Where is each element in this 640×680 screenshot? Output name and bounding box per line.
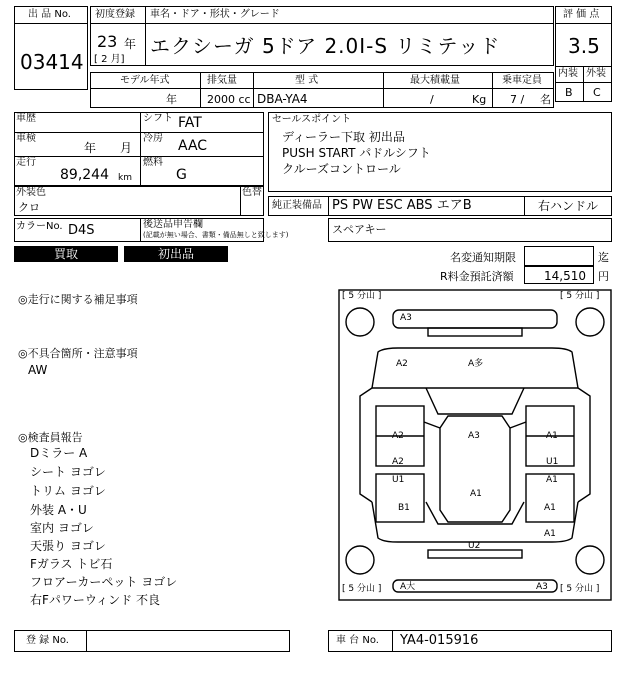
sales-point-line: ディーラー下取 初出品: [282, 130, 405, 144]
first-listing-badge: 初出品: [124, 246, 228, 262]
inspector-line: Fガラス トビ石: [30, 557, 113, 571]
car-name-label: 車名・ドア・形状・グレード: [150, 9, 280, 20]
recycle-unit: 円: [598, 270, 609, 283]
mileage-unit: km: [118, 173, 132, 183]
sales-points-label: セールスポイント: [272, 114, 352, 125]
history-label: 車歴: [16, 113, 36, 124]
recolor-label: 色替: [242, 187, 262, 198]
defects-label: ◎不具合箇所・注意事項: [18, 347, 138, 360]
model-code-label: 型 式: [295, 75, 319, 86]
driving-notes-label: ◎走行に関する補足事項: [18, 293, 138, 306]
color-no-label: カラーNo.: [16, 221, 63, 232]
first-reg-month: [ 2 月]: [94, 54, 125, 65]
damage-mark: A1: [544, 529, 556, 539]
ext-color-value: クロ: [18, 201, 40, 214]
interior-label: 内装: [558, 68, 578, 79]
inspector-line: 外装 A・U: [30, 503, 87, 517]
max-load-unit: Kg: [472, 93, 487, 106]
damage-mark: A3: [468, 431, 480, 441]
damage-mark: A1: [546, 475, 558, 485]
recycle-label: R料金預託済額: [440, 270, 514, 283]
displacement-label: 排気量: [207, 75, 237, 86]
equipment-extra: スペアキー: [332, 223, 387, 236]
fuel-label: 燃料: [143, 157, 163, 168]
capacity-label: 乗車定員: [502, 75, 542, 86]
inspection-label: 車検: [16, 133, 36, 144]
car-name: エクシーガ 5ドア 2.0I-S リミテッド: [150, 34, 501, 58]
damage-mark: U1: [546, 457, 559, 467]
model-year-unit: 年: [166, 93, 177, 106]
name-change-box: [524, 246, 594, 266]
damage-mark: A2: [396, 359, 408, 369]
lot-number: 03414: [20, 50, 84, 74]
max-load-slash: /: [430, 93, 434, 106]
equipment-label: 純正装備品: [272, 200, 322, 211]
score-label: 評 価 点: [563, 9, 600, 20]
chassis-no-value: YA4-015916: [400, 633, 479, 648]
damage-mark: A3: [536, 582, 548, 592]
displacement-value: 2000 cc: [207, 93, 251, 106]
chassis-no-label: 車 台 No.: [336, 635, 379, 646]
inspector-line: 天張り ヨゴレ: [30, 539, 106, 553]
inspector-line: シート ヨゴレ: [30, 465, 106, 479]
interior-grade: B: [565, 86, 573, 99]
sales-point-line: PUSH START パドルシフト: [282, 146, 431, 160]
ac-label: 冷房: [143, 133, 163, 144]
mileage-value: 89,244: [60, 167, 109, 183]
model-year-label: モデル年式: [120, 75, 170, 86]
color-no-value: D4S: [68, 223, 95, 238]
exterior-grade: C: [593, 86, 601, 99]
max-load-label: 最大積載量: [410, 75, 460, 86]
recycle-amount: 14,510: [544, 269, 586, 283]
damage-mark: A1: [470, 489, 482, 499]
defects-value: AW: [28, 363, 48, 377]
tire-depth-label: [ 5 分山 ]: [560, 291, 600, 301]
inspector-line: フロアーカーペット ヨゴレ: [30, 575, 178, 589]
details-box: [14, 112, 264, 186]
damage-mark: A多: [468, 359, 484, 369]
fuel-value: G: [176, 167, 187, 183]
mileage-label: 走行: [16, 157, 36, 168]
first-reg-year-unit: 年: [124, 37, 137, 51]
inspection-month-unit: 月: [120, 141, 133, 155]
car-diagram: [338, 288, 612, 602]
capacity-value: 7 /: [510, 93, 525, 106]
damage-mark: A大: [400, 582, 416, 592]
damage-mark: A1: [546, 431, 558, 441]
docs-note: (記載が無い場合、書類・備品無しと致します): [143, 231, 289, 239]
ext-color-label: 外装色: [16, 187, 46, 198]
inspection-year-unit: 年: [84, 141, 97, 155]
capacity-unit: 名: [540, 93, 551, 106]
damage-mark: A3: [400, 313, 412, 323]
inspector-line: 室内 ヨゴレ: [30, 521, 94, 535]
tire-depth-label: [ 5 分山 ]: [560, 584, 600, 594]
sales-point-line: クルーズコントロール: [282, 162, 401, 176]
first-reg-label: 初度登録: [95, 9, 135, 20]
shift-label: シフト: [143, 113, 173, 124]
handle-value: 右ハンドル: [538, 199, 599, 213]
damage-mark: B1: [398, 503, 410, 513]
color-box: [14, 186, 264, 216]
inspector-line: 右Fパワーウィンド 不良: [30, 593, 160, 607]
ac-value: AAC: [178, 138, 208, 154]
damage-mark: A2: [392, 431, 404, 441]
inspector-line: トリム ヨゴレ: [30, 484, 106, 498]
shift-value: FAT: [178, 115, 202, 131]
first-reg-year: 23: [97, 32, 118, 51]
exterior-label: 外装: [586, 68, 606, 79]
damage-mark: A2: [392, 457, 404, 467]
inspector-label: ◎検査員報告: [18, 431, 83, 444]
name-change-unit: 迄: [598, 251, 609, 264]
damage-mark: A1: [544, 503, 556, 513]
damage-mark: U2: [468, 541, 481, 551]
name-change-label: 名変通知期限: [450, 251, 516, 264]
reg-no-label: 登 録 No.: [26, 635, 69, 646]
damage-mark: U1: [392, 475, 405, 485]
car-diagram-lines: [338, 288, 612, 602]
tire-depth-label: [ 5 分山 ]: [342, 291, 382, 301]
model-code-value: DBA-YA4: [257, 92, 308, 106]
equipment-items: PS PW ESC ABS エアB: [332, 198, 472, 213]
lot-label: 出 品 No.: [28, 9, 71, 20]
score-value: 3.5: [568, 34, 600, 58]
buy-badge: 買取: [14, 246, 118, 262]
docs-label: 後送品申告欄: [143, 219, 203, 230]
tire-depth-label: [ 5 分山 ]: [342, 584, 382, 594]
inspector-line: Dミラー A: [30, 446, 88, 460]
